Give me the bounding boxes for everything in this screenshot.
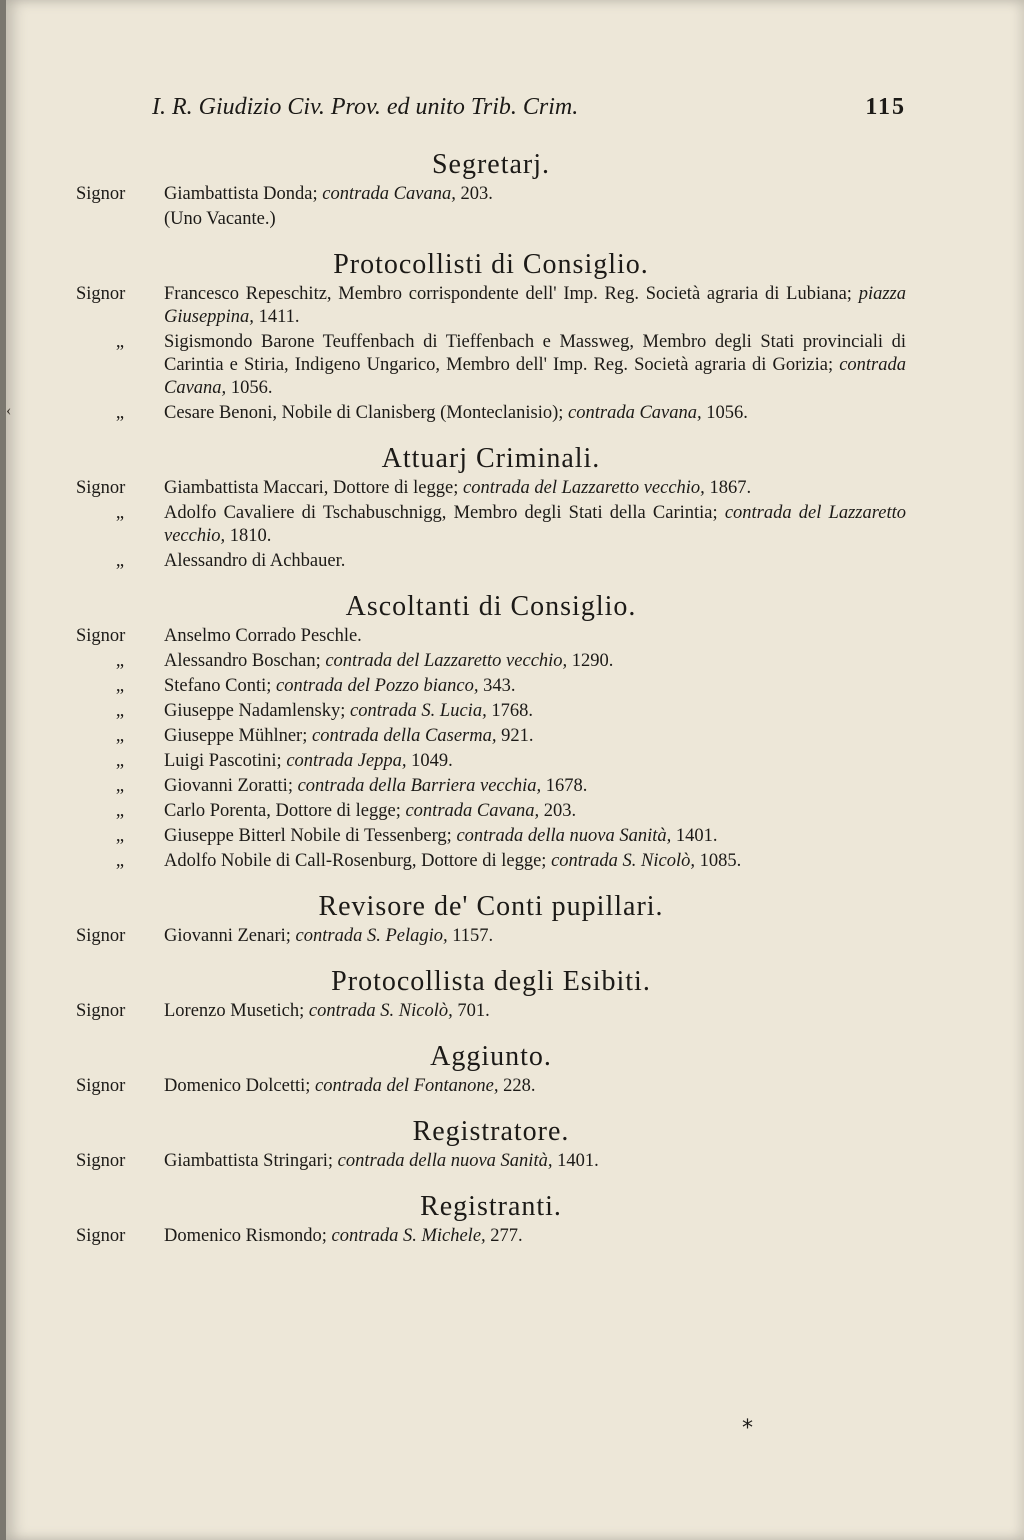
entry-address: contrada del Pozzo bianco, — [276, 676, 479, 696]
list-item — [76, 402, 906, 425]
entry-body — [164, 850, 906, 873]
entry-house-number: 1056. — [706, 403, 748, 423]
entry-house-number: 1401. — [675, 826, 718, 846]
list-item — [76, 775, 906, 798]
entry-address: contrada Cavana, — [405, 801, 540, 821]
entry-lead: „ — [115, 851, 125, 871]
section-heading: Registranti. — [420, 1191, 562, 1222]
entry-lead: „ — [115, 503, 125, 523]
section — [76, 1116, 906, 1173]
list-item — [76, 850, 906, 873]
list-item — [76, 800, 906, 823]
entry-lead: Signor — [76, 1076, 126, 1096]
entry-name: Giambattista Maccari, Dottore di legge; — [164, 478, 459, 498]
section-heading: Registratore. — [412, 1116, 570, 1147]
entry-address: contrada del Lazzaretto vecchio, — [462, 478, 705, 498]
list-item — [76, 650, 906, 673]
entry-body — [164, 650, 906, 673]
entry-lead: Signor — [76, 1001, 126, 1021]
entry-lead: Signor — [76, 284, 126, 304]
entry-lead: Signor — [76, 626, 126, 646]
page-number: 115 — [865, 94, 906, 120]
list-item — [76, 625, 906, 648]
entry-name: Domenico Dolcetti; — [164, 1076, 311, 1096]
entry-lead: „ — [115, 651, 125, 671]
entry-address: contrada della nuova Sanità, — [337, 1151, 553, 1171]
entry-body — [164, 675, 906, 698]
entry-lead: „ — [115, 776, 125, 796]
entry-body — [164, 1075, 906, 1098]
list-item — [76, 183, 906, 206]
entry-body — [164, 502, 906, 548]
list-item — [76, 700, 906, 723]
entry-address: contrada del Fontanone, — [315, 1076, 499, 1096]
entry-address: contrada Cavana, — [322, 184, 456, 204]
entry-address: contrada S. Lucia, — [350, 701, 487, 721]
entry-body — [164, 477, 906, 500]
entry-name: Giuseppe Bitterl Nobile di Tessenberg; — [164, 826, 452, 846]
entry-address: contrada della Caserma, — [311, 726, 497, 746]
entry-body — [164, 208, 906, 231]
running-head — [152, 94, 906, 121]
entry-house-number: 343. — [483, 676, 516, 696]
entry-body — [164, 183, 906, 206]
margin-mark: ‹ — [6, 402, 12, 419]
entry-house-number: 277. — [490, 1226, 523, 1246]
entry-body — [164, 625, 906, 648]
list-item — [76, 1225, 906, 1248]
entry-body — [164, 1150, 906, 1173]
entry-body — [164, 700, 906, 723]
entry-name: Giovanni Zoratti; — [164, 776, 293, 796]
entry-address: contrada della nuova Sanità, — [456, 826, 672, 846]
entry-body — [164, 825, 906, 848]
page-content — [76, 94, 906, 1248]
entry-name: Anselmo Corrado Peschle. — [164, 626, 362, 646]
entry-name: Stefano Conti; — [164, 676, 272, 696]
entry-name: Carlo Porenta, Dottore di legge; — [164, 801, 401, 821]
entry-address: contrada S. Nicolò, — [551, 851, 695, 871]
entry-address: contrada S. Pelagio, — [295, 926, 448, 946]
entry-body — [164, 750, 906, 773]
entry-name: Lorenzo Musetich; — [164, 1001, 305, 1021]
entry-body — [164, 331, 906, 400]
entry-address: contrada S. Michele, — [331, 1226, 486, 1246]
list-item — [76, 750, 906, 773]
entry-name: Giuseppe Mühlner; — [164, 726, 308, 746]
list-item — [76, 208, 906, 231]
entry-lead: „ — [115, 551, 125, 571]
entry-lead: „ — [115, 751, 125, 771]
entry-lead: „ — [115, 826, 125, 846]
entry-lead: „ — [115, 726, 125, 746]
entry-lead: Signor — [76, 1226, 126, 1246]
entry-name: (Uno Vacante.) — [164, 209, 276, 229]
list-item — [76, 675, 906, 698]
list-item — [76, 725, 906, 748]
list-item — [76, 550, 906, 573]
entry-body — [164, 1000, 906, 1023]
entry-address: contrada del Lazzaretto vecchio, — [325, 651, 568, 671]
section-heading: Protocollisti di Consiglio. — [333, 249, 649, 280]
entry-house-number: 203. — [460, 184, 493, 204]
section — [76, 891, 906, 948]
entry-house-number: 1810. — [229, 526, 272, 546]
entry-lead: Signor — [76, 926, 126, 946]
section-heading: Aggiunto. — [430, 1041, 552, 1072]
list-item — [76, 331, 906, 400]
list-item — [76, 825, 906, 848]
entry-lead: Signor — [76, 184, 126, 204]
list-item — [76, 925, 906, 948]
footer-mark: * — [742, 1416, 753, 1441]
entry-name: Luigi Pascotini; — [164, 751, 282, 771]
entry-body — [164, 283, 906, 329]
section-heading: Protocollista degli Esibiti. — [331, 966, 651, 997]
book-page — [6, 0, 1024, 1540]
entry-house-number: 1056. — [230, 378, 273, 398]
section — [76, 443, 906, 573]
entry-address: contrada S. Nicolò, — [308, 1001, 453, 1021]
section-heading: Segretarj. — [431, 149, 551, 180]
entry-name: Alessandro Boschan; — [164, 651, 321, 671]
entry-body — [164, 1225, 906, 1248]
entry-address: contrada della Barriera vecchia, — [297, 776, 542, 796]
section-heading: Ascoltanti di Consiglio. — [345, 591, 637, 622]
entry-house-number: 1085. — [699, 851, 742, 871]
entry-address: contrada Cavana, — [164, 355, 906, 398]
entry-lead: „ — [115, 676, 125, 696]
entry-house-number: 1867. — [709, 478, 752, 498]
section — [76, 1191, 906, 1248]
entry-address: contrada Jeppa, — [286, 751, 407, 771]
entry-house-number: 1768. — [491, 701, 533, 721]
entry-address: contrada del Lazzaretto vecchio, — [164, 503, 907, 546]
section — [76, 149, 906, 231]
entry-lead: „ — [115, 701, 125, 721]
entry-body — [164, 725, 906, 748]
section-heading: Attuarj Criminali. — [381, 443, 601, 474]
entry-house-number: 228. — [503, 1076, 536, 1096]
entry-house-number: 921. — [501, 726, 534, 746]
entry-house-number: 1290. — [571, 651, 614, 671]
entry-name: Giambattista Donda; — [164, 184, 318, 204]
entry-name: Adolfo Cavaliere di Tschabuschnigg, Membro degli Stati della Carintia; — [164, 503, 718, 523]
entry-name: Francesco Repeschitz, Membro corrispondente dell' Imp. Reg. Società agraria di Lubiana; — [164, 284, 852, 304]
entry-lead — [76, 208, 164, 231]
entry-name: Domenico Rismondo; — [164, 1226, 327, 1246]
sections — [76, 149, 906, 1248]
entry-lead: Signor — [76, 478, 126, 498]
entry-body — [164, 550, 906, 573]
entry-body — [164, 800, 906, 823]
list-item — [76, 477, 906, 500]
section-heading: Revisore de' Conti pupillari. — [318, 891, 664, 922]
entry-lead: „ — [115, 332, 125, 352]
entry-house-number: 1401. — [557, 1151, 599, 1171]
section — [76, 591, 906, 873]
entry-house-number: 1678. — [545, 776, 588, 796]
entry-name: Giovanni Zenari; — [164, 926, 291, 946]
entry-name: Cesare Benoni, Nobile di Clanisberg (Monteclanisio); — [164, 403, 564, 423]
list-item — [76, 283, 906, 329]
list-item — [76, 1075, 906, 1098]
section — [76, 966, 906, 1023]
entry-body — [164, 775, 906, 798]
entry-name: Giuseppe Nadamlensky; — [164, 701, 346, 721]
entry-house-number: 203. — [543, 801, 577, 821]
entry-house-number: 1411. — [258, 307, 300, 327]
entry-name: Adolfo Nobile di Call-Rosenburg, Dottore di legge; — [164, 851, 547, 871]
entry-address: piazza Giuseppina, — [164, 284, 906, 327]
entry-house-number: 1049. — [411, 751, 453, 771]
entry-address: contrada Cavana, — [568, 403, 702, 423]
entry-body — [164, 402, 906, 425]
entry-lead: Signor — [76, 1151, 126, 1171]
section — [76, 249, 906, 425]
entry-body — [164, 925, 906, 948]
entry-name: Giambattista Stringari; — [164, 1151, 334, 1171]
running-head-title: I. R. Giudizio Civ. Prov. ed unito Trib. Crim. — [152, 94, 579, 120]
entry-house-number: 1157. — [452, 926, 494, 946]
entry-name: Alessandro di Achbauer. — [164, 551, 346, 571]
list-item — [76, 1000, 906, 1023]
entry-name: Sigismondo Barone Teuffenbach di Tieffenbach e Massweg, Membro degli Stati provinciali di Carintia e Stiria, Indigeno Ungarico, Membro dell' Imp. Reg. Società agraria di Gorizia; — [164, 332, 906, 375]
list-item — [76, 1150, 906, 1173]
entry-house-number: 701. — [457, 1001, 490, 1021]
entry-lead: „ — [115, 801, 125, 821]
list-item — [76, 502, 906, 548]
entry-lead: „ — [115, 403, 125, 423]
section — [76, 1041, 906, 1098]
